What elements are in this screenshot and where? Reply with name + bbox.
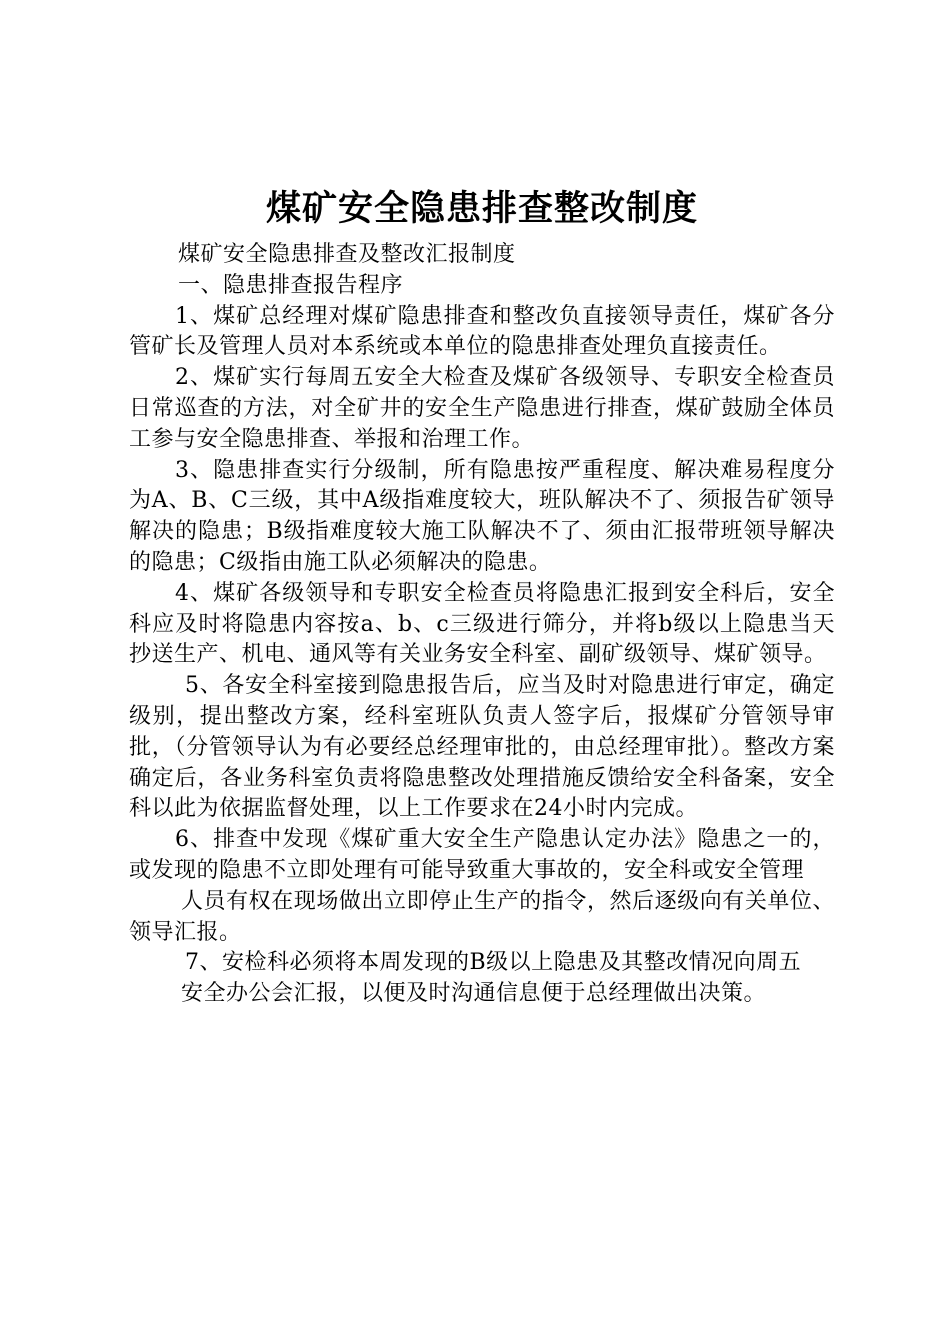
paragraph-item-4: 4、煤矿各级领导和专职安全检查员将隐患汇报到安全科后，安全科应及时将隐患内容按a、b、c三级进行筛分，并将b级以上隐患当天抄送生产、机电、通风等有关业务安全科室、副矿级领导、煤矿领导。 bbox=[129, 580, 835, 668]
document-title: 煤矿安全隐患排查整改制度 bbox=[265, 189, 698, 229]
paragraph-item-6-continued: 人员有权在现场做出立即停止生产的指令，然后逐级向有关单位、领导汇报。 bbox=[129, 888, 835, 945]
paragraph-subtitle: 煤矿安全隐患排查及整改汇报制度 bbox=[178, 242, 516, 267]
paragraph-section-heading: 一、隐患排查报告程序 bbox=[178, 272, 404, 298]
document-page bbox=[129, 178, 835, 1010]
paragraph-item-6: 6、排查中发现《煤矿重大安全生产隐患认定办法》隐患之一的，或发现的隐患不立即处理有可能导致重大事故的，安全科或安全管理 bbox=[129, 827, 835, 883]
paragraph-item-7: 7、安检科必须将本周发现的B级以上隐患及其整改情况向周五 bbox=[185, 950, 802, 976]
paragraph-item-7-continued: 安全办公会汇报，以便及时沟通信息便于总经理做出决策。 bbox=[181, 981, 767, 1007]
paragraph-item-3: 3、隐患排查实行分级制，所有隐患按严重程度、解决难易程度分为A、B、C三级，其中A级指难度较大，班队解决不了、须报告矿领导解决的隐患；B级指难度较大施工队解决不了、须由汇报带班领导解决的隐患；C级指由施工队必须解决的隐患。 bbox=[129, 457, 835, 575]
paragraph-item-5: 5、各安全科室接到隐患报告后，应当及时对隐患进行审定，确定级别，提出整改方案，经科室班队负责人签字后，报煤矿分管领导审批，（分管领导认为有必要经总经理审批的，由总经理审批）。整改方案确定后，各业务科室负责将隐患整改处理措施反馈给安全科备案，安全科以此为依据监督处理，以上工作要求在24小时内完成。 bbox=[129, 673, 835, 822]
paragraph-item-1: 1、煤矿总经理对煤矿隐患排查和整改负直接领导责任，煤矿各分管矿长及管理人员对本系统或本单位的隐患排查处理负直接责任。 bbox=[129, 303, 835, 360]
paragraph-item-2: 2、煤矿实行每周五安全大检查及煤矿各级领导、专职安全检查员日常巡查的方法，对全矿井的安全生产隐患进行排查，煤矿鼓励全体员工参与安全隐患排查、举报和治理工作。 bbox=[129, 365, 835, 452]
